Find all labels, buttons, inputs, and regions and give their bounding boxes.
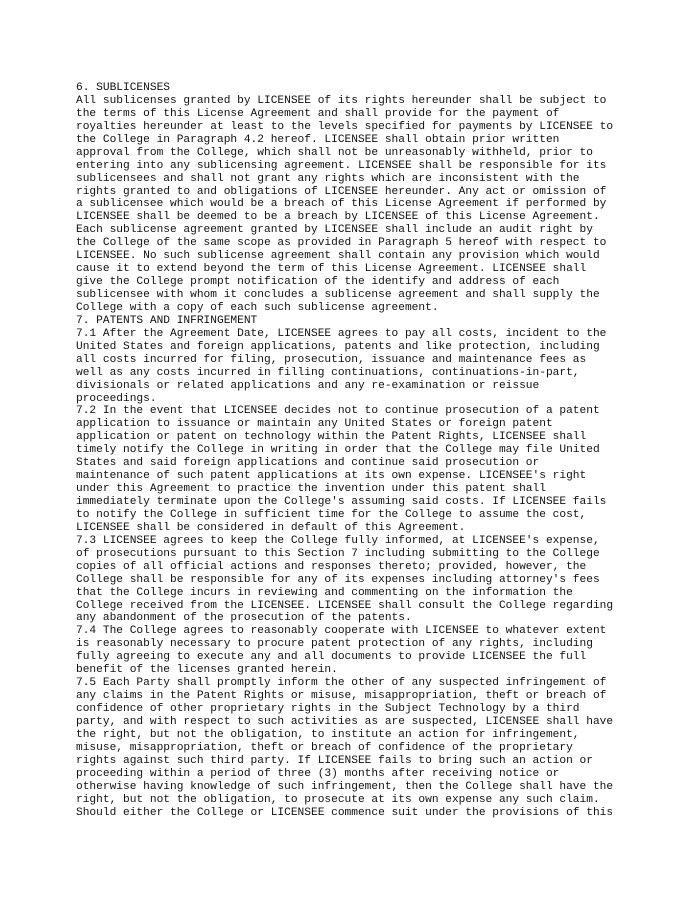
- text-line: All sublicenses granted by LICENSEE of its rights hereunder shall be subject to: [76, 94, 607, 107]
- text-line: any abandonment of the prosecution of the patents.: [76, 612, 412, 625]
- text-line: proceeding within a period of three (3) months after receiving notice or: [76, 767, 560, 780]
- text-line: application to issuance or maintain any United States or foreign patent: [76, 418, 553, 431]
- text-line: United States and foreign applications, patents and like protection, including: [76, 340, 600, 353]
- text-line: is reasonably necessary to procure patent protection of any rights, including: [76, 638, 593, 651]
- text-line: any claims in the Patent Rights or misuse, misappropriation, theft or breach of: [76, 690, 607, 703]
- text-line: right, but not the obligation, to prosecute at its own expense any such claim.: [76, 793, 600, 806]
- text-line: sublicensees and shall not grant any rights which are inconsistent with the: [76, 172, 580, 185]
- text-line: 7.4 The College agrees to reasonably cooperate with LICENSEE to whatever extent: [76, 625, 607, 638]
- text-line: Should either the College or LICENSEE commence suit under the provisions of this: [76, 806, 614, 819]
- text-line: royalties hereunder at least to the levels specified for payments by LICENSEE to: [76, 120, 614, 133]
- text-line: LICENSEE shall be deemed to be a breach by LICENSEE of this License Agreement.: [76, 211, 600, 224]
- text-line: sublicensee with whom it concludes a sublicense agreement and shall supply the: [76, 289, 600, 301]
- text-line: rights against such third party. If LICENSEE fails to bring such an action or: [76, 754, 593, 767]
- text-line: States and said foreign applications and continue said prosecution or: [76, 457, 540, 470]
- text-line: rights granted to and obligations of LICENSEE hereunder. Any act or omission of: [76, 185, 607, 198]
- text-line: application or patent on technology within the Patent Rights, LICENSEE shall: [76, 431, 587, 444]
- text-line: maintenance of such patent applications at its own expense. LICENSEE's right: [76, 470, 587, 483]
- text-line: College shall be responsible for any of its expenses including attorney's fees: [76, 573, 600, 586]
- section-heading: 7. PATENTS AND INFRINGEMENT: [76, 314, 258, 327]
- text-line: 7.2 In the event that LICENSEE decides not to continue prosecution of a patent: [76, 405, 600, 418]
- text-line: cause it to extend beyond the term of this License Agreement. LICENSEE shall: [76, 263, 587, 276]
- text-line: fully agreeing to execute any and all documents to provide LICENSEE the full: [76, 651, 587, 664]
- text-line: Each sublicense agreement granted by LICENSEE shall include an audit right by: [76, 224, 593, 237]
- text-line: College received from the LICENSEE. LICENSEE shall consult the College regarding: [76, 599, 614, 612]
- text-line: of prosecutions pursuant to this Section 7 including submitting to the College: [76, 547, 600, 560]
- text-line: the right, but not the obligation, to institute an action for infringement,: [76, 728, 580, 741]
- text-line: 7.5 Each Party shall promptly inform the other of any suspected infringement of: [76, 677, 607, 690]
- section-heading: 6. SUBLICENSES: [76, 82, 170, 94]
- text-line: 7.1 After the Agreement Date, LICENSEE agrees to pay all costs, incident to the: [76, 327, 607, 340]
- text-line: copies of all official actions and responses thereto; provided, however, the: [76, 560, 587, 573]
- text-line: 7.3 LICENSEE agrees to keep the College fully informed, at LICENSEE's expense,: [76, 534, 600, 547]
- text-line: the College of the same scope as provided in Paragraph 5 hereof with respect to: [76, 237, 607, 250]
- text-line: timely notify the College in writing in order that the College may file United: [76, 444, 600, 457]
- text-line: the College in Paragraph 4.2 hereof. LICENSEE shall obtain prior written: [76, 133, 560, 146]
- text-line: College with a copy of each such sublicense agreement.: [76, 301, 439, 314]
- text-line: under this Agreement to practice the invention under this patent shall: [76, 483, 546, 496]
- document-body: [76, 82, 676, 819]
- text-line: misuse, misappropriation, theft or breach of confidence of the proprietary: [76, 741, 573, 754]
- text-line: to notify the College in sufficient time for the College to assume the cost,: [76, 508, 587, 521]
- text-line: the terms of this License Agreement and shall provide for the payment of: [76, 107, 560, 120]
- text-line: confidence of other proprietary rights in the Subject Technology by a third: [76, 703, 580, 715]
- text-line: approval from the College, which shall not be unreasonably withheld, prior to: [76, 146, 593, 159]
- text-line: entering into any sublicensing agreement. LICENSEE shall be responsible for its: [76, 159, 607, 172]
- text-line: otherwise having knowledge of such infringement, then the College shall have the: [76, 780, 614, 793]
- text-line: proceedings.: [76, 392, 157, 405]
- text-line: divisionals or related applications and any re-examination or reissue: [76, 379, 540, 392]
- text-line: well as any costs incurred in filling continuations, continuations-in-part,: [76, 366, 580, 379]
- text-line: that the College incurs in reviewing and commenting on the information the: [76, 586, 573, 599]
- text-line: LICENSEE shall be considered in default of this Agreement.: [76, 521, 466, 534]
- text-line: a sublicensee which would be a breach of this License Agreement if performed by: [76, 198, 607, 211]
- text-line: LICENSEE. No such sublicense agreement shall contain any provision which would: [76, 250, 600, 263]
- text-line: immediately terminate upon the College's assuming said costs. If LICENSEE fails: [76, 496, 607, 508]
- text-line: benefit of the licenses granted herein.: [76, 664, 338, 677]
- text-line: party, and with respect to such activities as are suspected, LICENSEE shall have: [76, 715, 614, 728]
- text-line: give the College prompt notification of the identify and address of each: [76, 276, 560, 289]
- text-line: all costs incurred for filing, prosecution, issuance and maintenance fees as: [76, 353, 587, 366]
